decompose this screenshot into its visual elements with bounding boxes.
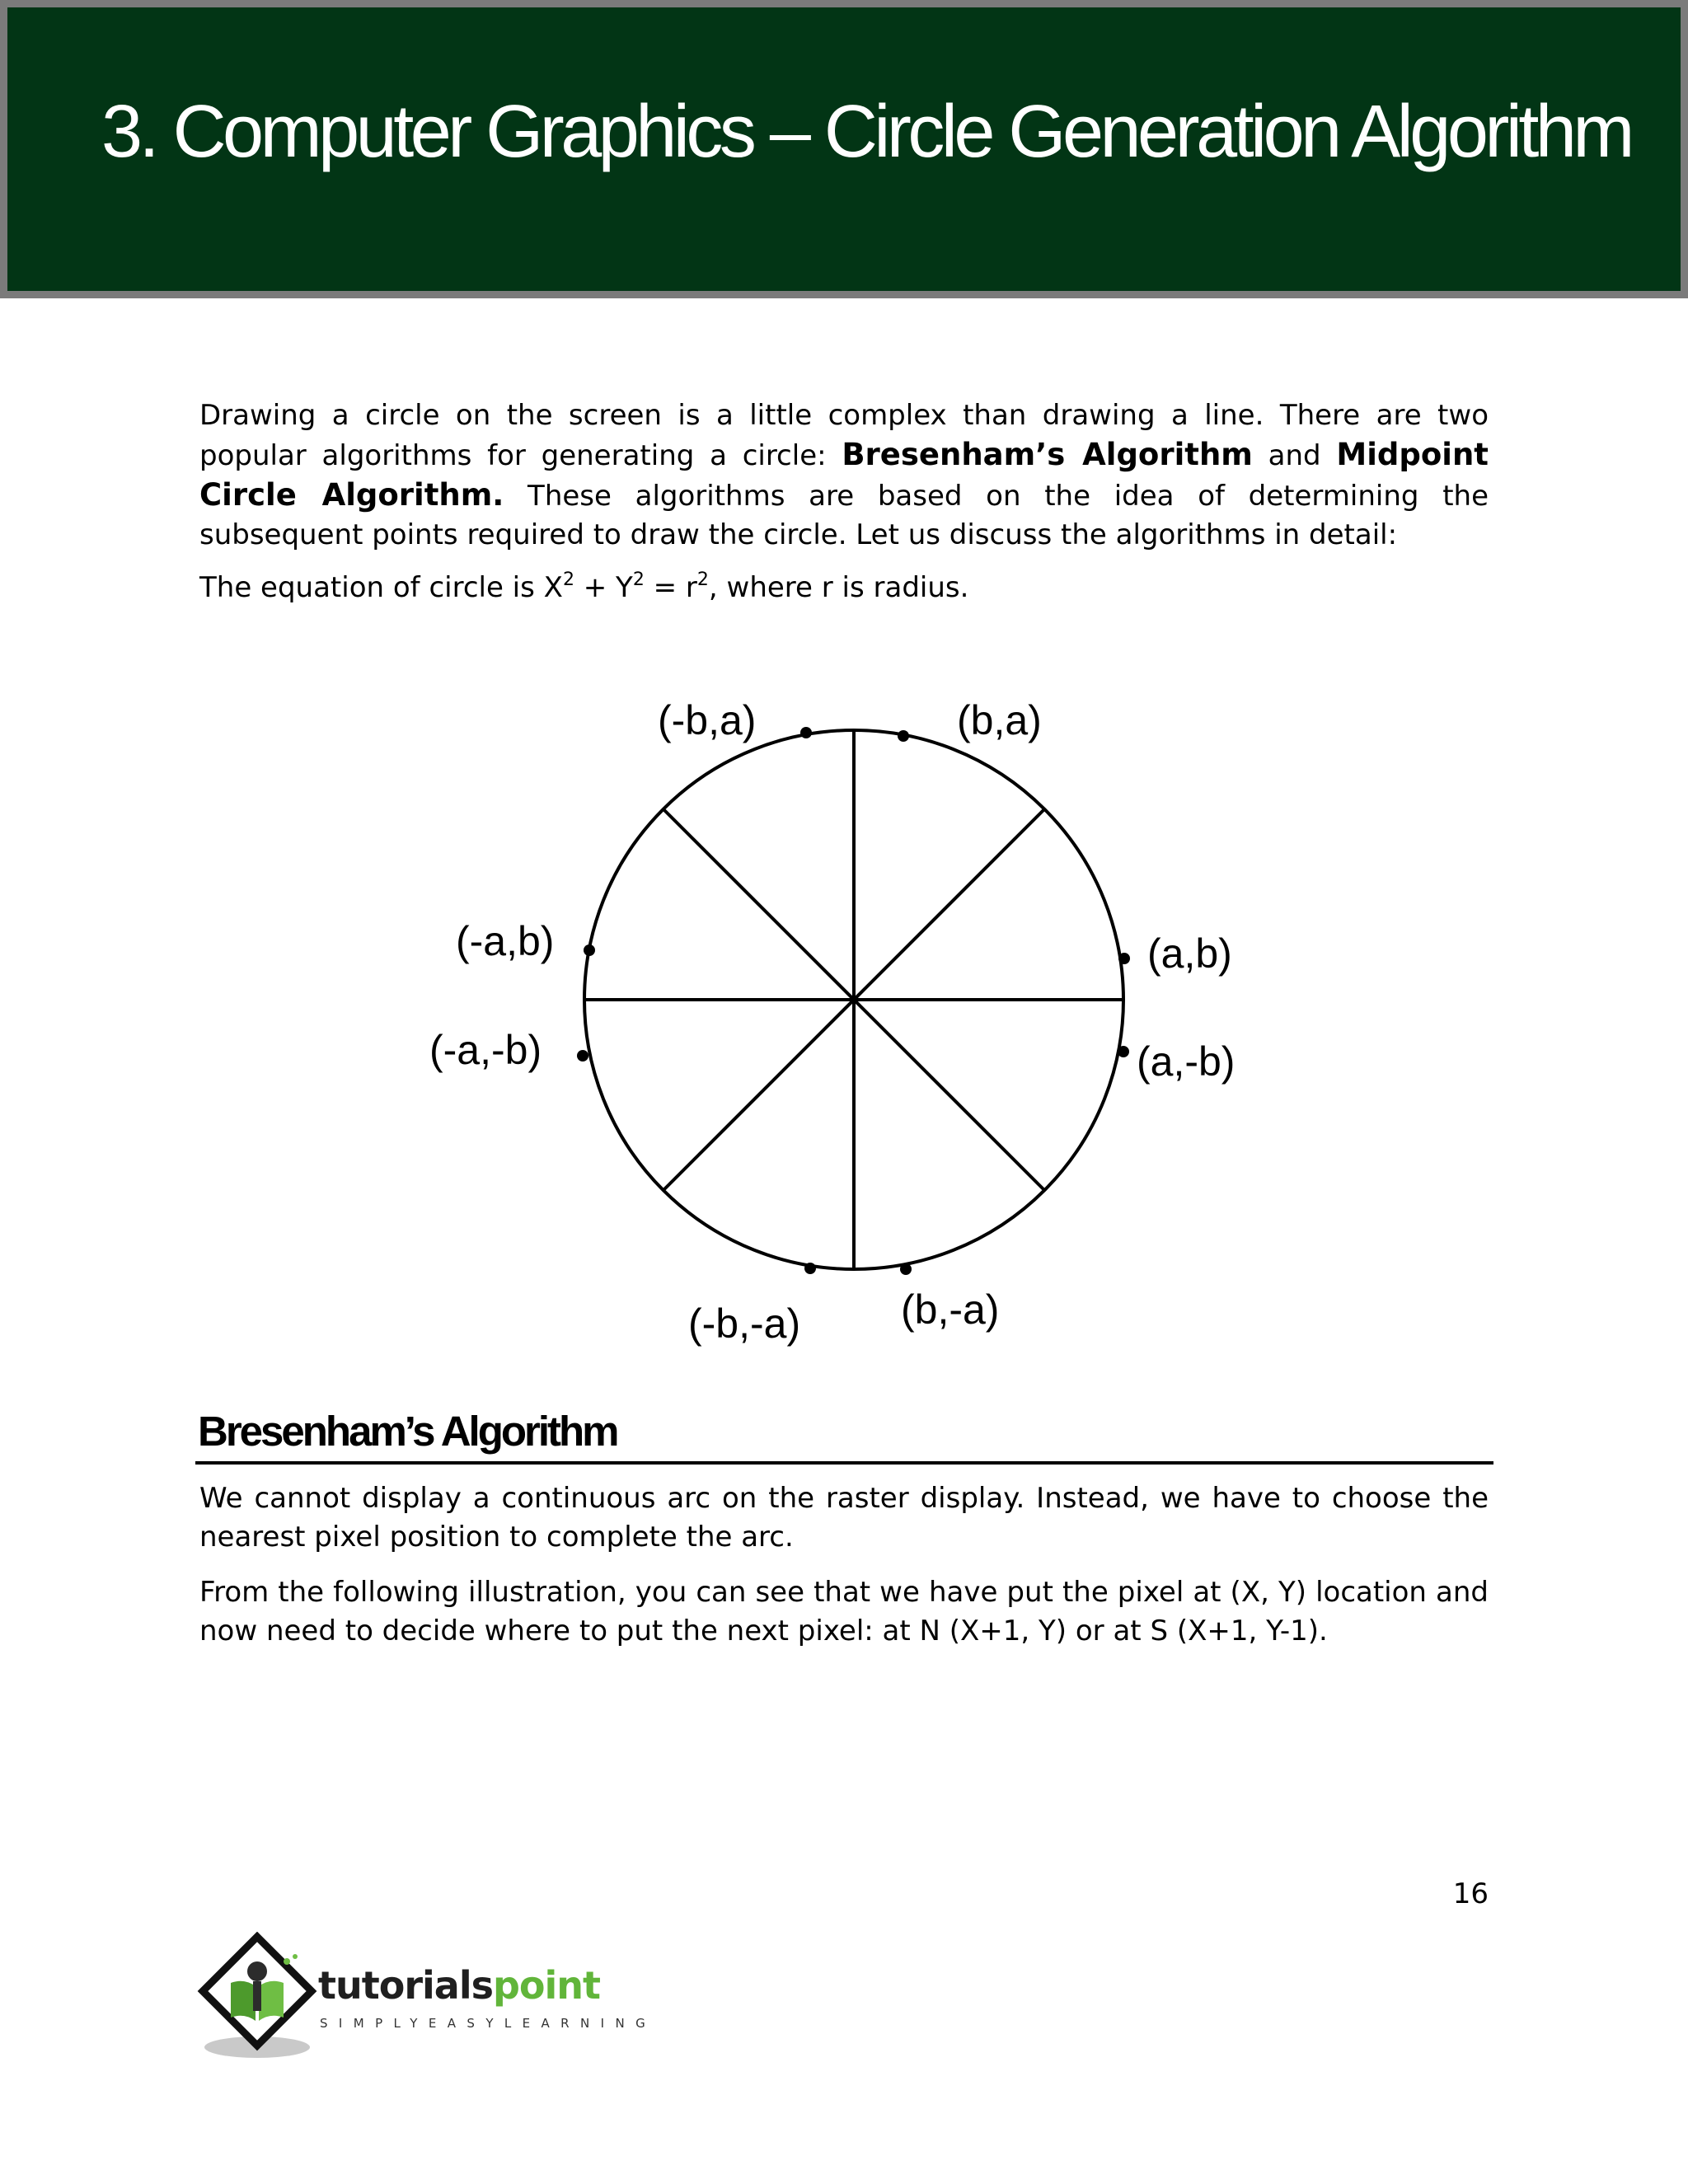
point-neg-a-b: [584, 944, 595, 956]
point-neg-b-a: [800, 727, 812, 738]
equation-text-3: = r: [644, 571, 697, 604]
logo-tagline: SIMPLYEASYLEARNING: [320, 2016, 657, 2031]
label-neg-b-a: (-b,a): [658, 697, 757, 743]
bresenham-paragraph-2: From the following illustration, you can see that we have put the pixel at (X, Y) location and now need to decide where to put the next pixel: at N (X+1, Y) or at S (X+1, Y-1).: [199, 1576, 1489, 1647]
chapter-title: 3. Computer Graphics – Circle Generation Algorithm: [101, 91, 1631, 173]
label-b-a: (b,a): [957, 697, 1042, 743]
equation-text-4: , where r is radius.: [708, 571, 969, 604]
tutorialspoint-logo: [195, 1932, 657, 2064]
point-a-b: [1118, 953, 1130, 964]
equation-paragraph: [199, 569, 1489, 607]
point-neg-a-neg-b: [577, 1050, 588, 1062]
point-neg-b-neg-a: [804, 1263, 816, 1274]
intro-paragraph: [199, 396, 1489, 555]
label-neg-a-b: (-a,b): [456, 918, 555, 964]
label-b-neg-a: (b,-a): [901, 1286, 1000, 1333]
label-neg-a-neg-b: (-a,-b): [429, 1027, 542, 1073]
chapter-banner: [0, 0, 1688, 298]
equation-superscript-1: 2: [562, 569, 574, 590]
intro-text-1: Drawing a circle on the screen is a little complex than drawing a line. There are two popular algorithms for generating a circle:: [199, 399, 1489, 472]
midpoint-term: Midpoint Circle Algorithm.: [199, 437, 1489, 513]
bresenham-term: Bresenham’s Algorithm: [842, 437, 1253, 472]
logo-emblem-icon: [195, 1932, 318, 2064]
point-a-neg-b: [1118, 1046, 1129, 1057]
intro-and: and: [1252, 439, 1337, 472]
equation-superscript-3: 2: [696, 569, 709, 590]
point-b-a: [898, 730, 909, 742]
section-underline: [195, 1461, 1493, 1465]
page-number: 16: [1452, 1877, 1489, 1910]
equation-text-2: + Y: [574, 571, 633, 604]
point-b-neg-a: [900, 1263, 912, 1275]
equation-text-1: The equation of circle is X: [199, 571, 563, 604]
section-heading-bresenham: Bresenham’s Algorithm: [198, 1408, 617, 1455]
label-a-b: (a,b): [1147, 930, 1232, 977]
circle-octant-figure: [0, 676, 1688, 1368]
label-a-neg-b: (a,-b): [1137, 1038, 1236, 1085]
circle-octant-diagram: [0, 676, 1688, 1368]
logo-word-tutorials: tutorials: [318, 1963, 493, 2008]
logo-wordmark: [318, 1963, 600, 2008]
logo-word-point: point: [492, 1963, 601, 2008]
label-neg-b-neg-a: (-b,-a): [688, 1301, 801, 1347]
bresenham-paragraph-1: We cannot display a continuous arc on the raster display. Instead, we have to choose the nearest pixel position to complete the arc.: [199, 1482, 1489, 1554]
intro-text-2: These algorithms are based on the idea of determining the subsequent points required to draw the circle. Let us discuss the algorithms in detail:: [199, 480, 1489, 551]
equation-superscript-2: 2: [632, 569, 645, 590]
